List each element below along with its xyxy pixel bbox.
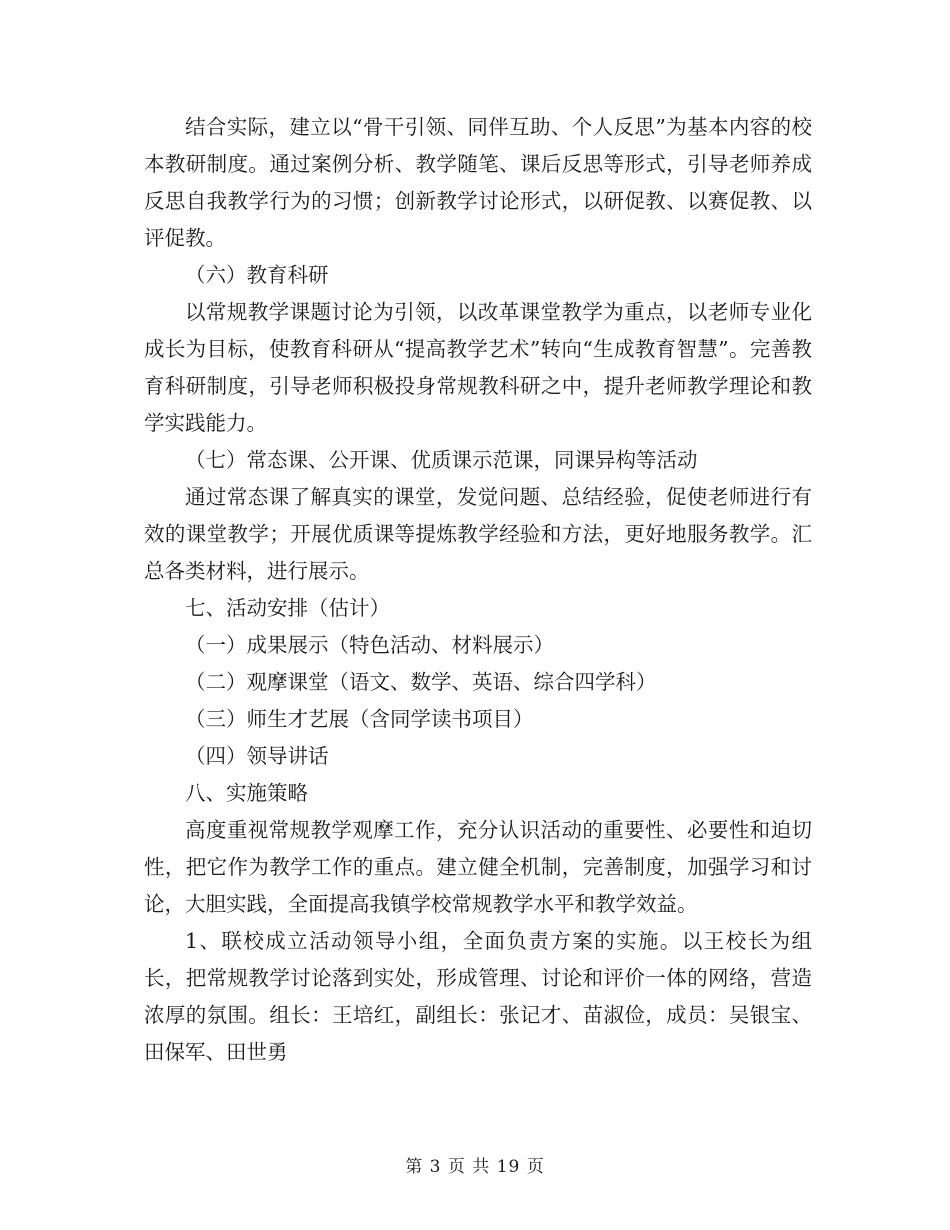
document-body xyxy=(144,109,812,1071)
list-item-talent-show: （三）师生才艺展（含同学读书项目） xyxy=(185,707,534,731)
list-item-achievement-display: （一）成果展示（特色活动、材料展示） xyxy=(185,633,554,657)
paragraph-implementation-strategy: 高度重视常规教学观摩工作，充分认识活动的重要性、必要性和迫切性，把它作为教学工作的重点。建立健全机制，完善制度，加强学习和讨论，大胆实践，全面提高我镇学校常规教学水平和教学效益。 xyxy=(144,818,812,916)
paragraph-school-research: 结合实际，建立以“骨干引领、同伴互助、个人反思”为基本内容的校本教研制度。通过案例分析、教学随笔、课后反思等形式，引导老师养成反思自我教学行为的习惯；创新教学讨论形式，以研促教、以赛促教、以评促教。 xyxy=(144,115,812,250)
page-footer xyxy=(0,1152,950,1177)
paragraph-education-research: 以常规教学课题讨论为引领，以改革课堂教学为重点，以老师专业化成长为目标，使教育科研从“提高教学艺术”转向“生成教育智慧”。完善教育科研制度，引导老师积极投身常规教科研之中，提升老师教学理论和教学实践能力。 xyxy=(144,300,812,435)
heading-activity-arrangement: 七、活动安排（估计） xyxy=(185,596,390,620)
paragraph-leadership-group: 1、联校成立活动领导小组，全面负责方案的实施。以王校长为组长，把常规教学讨论落到实处，形成管理、讨论和评价一体的网络，营造浓厚的氛围。组长：王培红，副组长：张记才、苗淑俭，成员：吴银宝、田保军、田世勇 xyxy=(144,929,812,1064)
page-number: 第 3 页 共 19 页 xyxy=(405,1157,545,1177)
list-item-class-observation: （二）观摩课堂（语文、数学、英语、综合四学科） xyxy=(185,670,657,694)
heading-lessons-activities: （七）常态课、公开课、优质课示范课，同课异构等活动 xyxy=(185,448,698,472)
list-item-leader-speech: （四）领导讲话 xyxy=(185,744,329,768)
heading-implementation-strategy: 八、实施策略 xyxy=(185,781,308,805)
heading-education-research: （六）教育科研 xyxy=(185,263,329,287)
paragraph-lessons-activities: 通过常态课了解真实的课堂，发觉问题、总结经验，促使老师进行有效的课堂教学；开展优质课等提炼教学经验和方法，更好地服务教学。汇总各类材料，进行展示。 xyxy=(144,485,812,583)
